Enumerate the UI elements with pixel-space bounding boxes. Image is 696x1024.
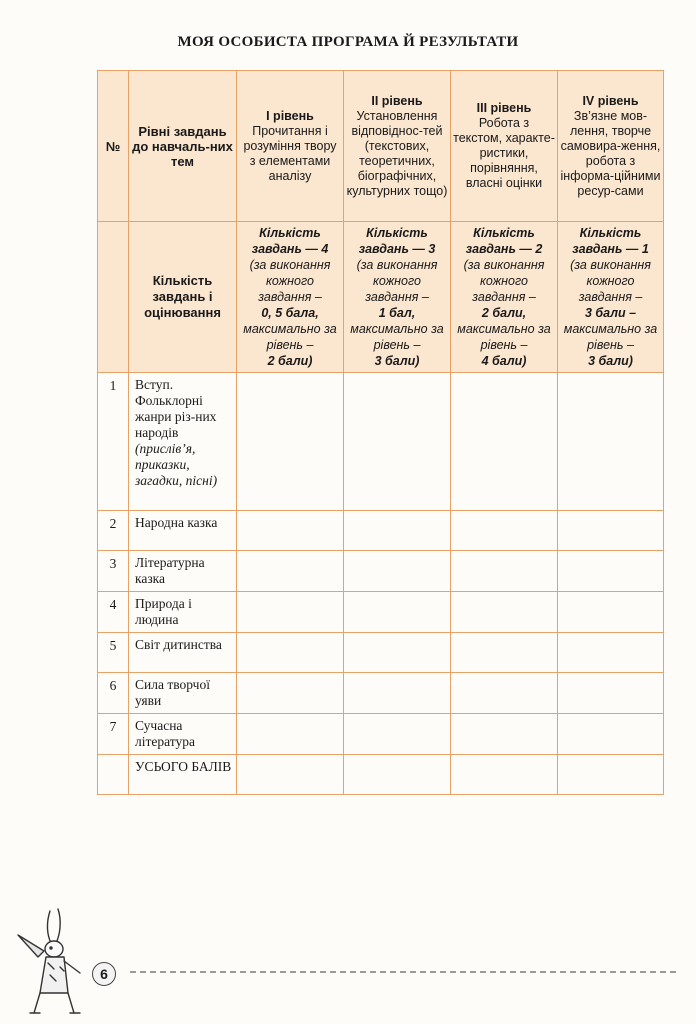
page-number: 6 bbox=[92, 962, 116, 986]
row-num bbox=[98, 755, 129, 795]
table-row bbox=[98, 511, 664, 551]
points-text: 1 бал, bbox=[378, 306, 416, 320]
row-topic: УСЬОГО БАЛІВ bbox=[129, 755, 237, 795]
level-name: III рівень bbox=[476, 101, 532, 115]
count-text: Кількість завдань — 2 bbox=[465, 226, 543, 256]
max-points-text: 4 бали) bbox=[481, 354, 527, 368]
max-text: максимально за рівень – bbox=[243, 322, 337, 352]
row-topic: Сила творчої уяви bbox=[129, 673, 237, 714]
table-row bbox=[98, 714, 664, 755]
level-desc: Робота з текстом, характе-ристики, порівняння, власні оцінки bbox=[453, 116, 555, 190]
header-level-2 bbox=[344, 71, 451, 222]
count-label: Кількість завдань і оцінювання bbox=[129, 222, 237, 373]
each-text: (за виконання кожного завдання – bbox=[570, 258, 651, 304]
row-num: 3 bbox=[98, 551, 129, 592]
count-cell-level-4 bbox=[558, 222, 664, 373]
row-num: 7 bbox=[98, 714, 129, 755]
max-text: максимально за рівень – bbox=[563, 322, 658, 352]
each-text: (за виконання кожного завдання – bbox=[463, 258, 545, 304]
topic-text: Вступ. Фольклорні жанри різ-них народів bbox=[135, 377, 217, 440]
level-desc: Прочитання і розуміння твору з елементами аналізу bbox=[243, 123, 337, 183]
level-name: I рівень bbox=[266, 108, 314, 123]
count-cell-level-3 bbox=[451, 222, 558, 373]
points-text: 2 бали, bbox=[481, 306, 527, 320]
count-text: Кількість завдань — 3 bbox=[358, 226, 436, 256]
level-desc: Зв’язне мов-лення, творче самовира-ження, робота з інформа-ційними ресур-сами bbox=[560, 108, 661, 198]
points-text: 3 бали – bbox=[584, 306, 637, 320]
page-title: МОЯ ОСОБИСТА ПРОГРАМА Й РЕЗУЛЬТАТИ bbox=[177, 34, 519, 50]
program-table bbox=[97, 70, 664, 795]
max-points-text: 3 бали) bbox=[374, 354, 420, 368]
header-topic: Рівні завдань до навчаль-них тем bbox=[129, 71, 237, 222]
header-row bbox=[98, 71, 664, 222]
each-text: (за виконання кожного завдання – bbox=[249, 258, 331, 304]
header-level-3 bbox=[451, 71, 558, 222]
level-desc: Установлення відповіднос-тей (текстових, теоретичних, біографічних, культурних тощо) bbox=[346, 108, 448, 198]
max-points-text: 2 бали) bbox=[267, 354, 313, 368]
count-cell-level-2 bbox=[344, 222, 451, 373]
table-row bbox=[98, 551, 664, 592]
level-name: IV рівень bbox=[582, 93, 639, 108]
footer-divider bbox=[130, 971, 676, 973]
row-topic: Народна казка bbox=[129, 511, 237, 551]
row-topic: Природа і людина bbox=[129, 592, 237, 633]
total-row bbox=[98, 755, 664, 795]
count-text: Кількість завдань — 1 bbox=[572, 226, 649, 256]
points-text: 0, 5 бала, bbox=[261, 306, 319, 320]
table-row bbox=[98, 592, 664, 633]
row-num: 2 bbox=[98, 511, 129, 551]
row-topic: Світ дитинства bbox=[129, 633, 237, 673]
row-num: 5 bbox=[98, 633, 129, 673]
count-row bbox=[98, 222, 664, 373]
row-topic: Сучасна література bbox=[129, 714, 237, 755]
row-num: 4 bbox=[98, 592, 129, 633]
count-cell-level-1 bbox=[237, 222, 344, 373]
header-num: № bbox=[98, 71, 129, 222]
topic-subtext: (прислів’я, приказки, загадки, пісні) bbox=[135, 441, 218, 488]
table-row bbox=[98, 633, 664, 673]
header-level-1 bbox=[237, 71, 344, 222]
row-topic bbox=[129, 373, 237, 511]
row-num: 1 bbox=[98, 373, 129, 511]
max-text: максимально за рівень – bbox=[457, 322, 551, 352]
row-num: 6 bbox=[98, 673, 129, 714]
each-text: (за виконання кожного завдання – bbox=[356, 258, 438, 304]
max-points-text: 3 бали) bbox=[588, 354, 633, 368]
table-row bbox=[98, 373, 664, 511]
max-text: максимально за рівень – bbox=[350, 322, 444, 352]
white-rabbit-illustration bbox=[10, 905, 100, 1020]
count-text: Кількість завдань — 4 bbox=[251, 226, 329, 256]
header-level-4 bbox=[558, 71, 664, 222]
level-name: II рівень bbox=[371, 93, 423, 108]
table-row bbox=[98, 673, 664, 714]
row-topic: Літературна казка bbox=[129, 551, 237, 592]
